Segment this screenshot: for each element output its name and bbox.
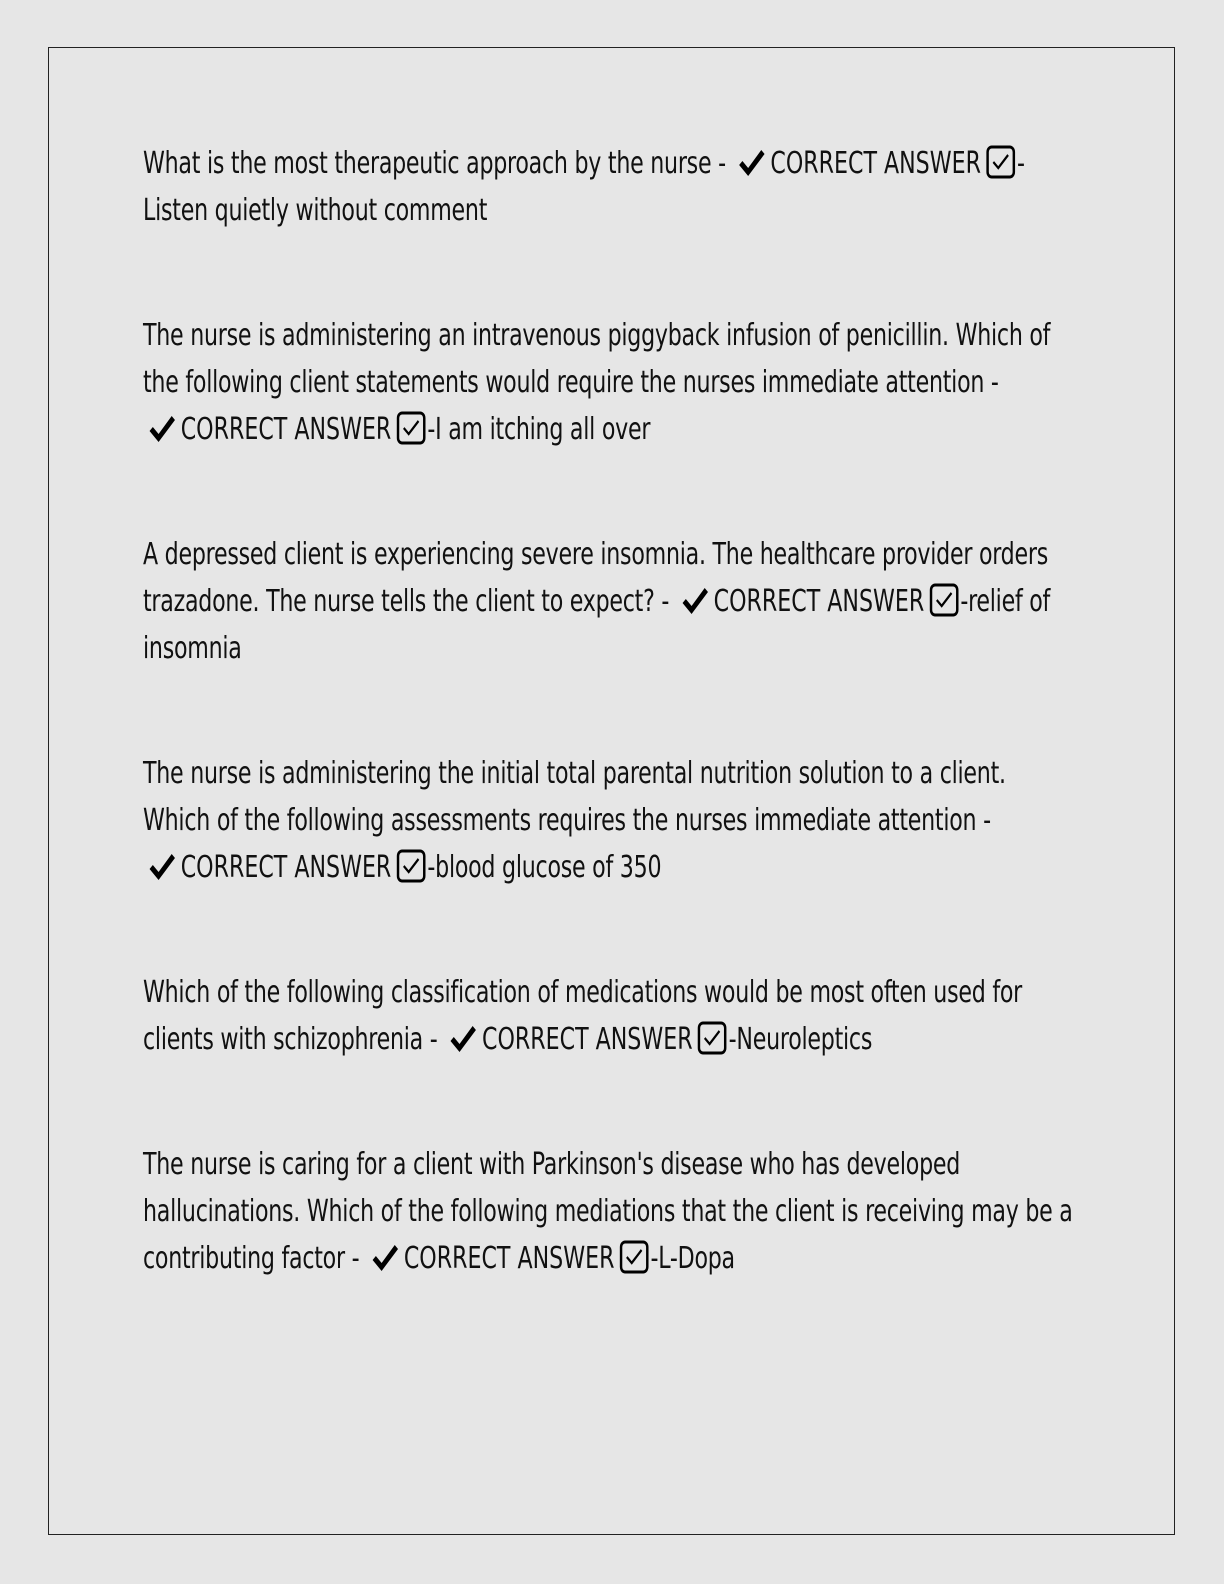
- answer-text: -L-Dopa: [650, 1241, 735, 1276]
- qa-item: [143, 140, 1078, 234]
- answer-text: -Neuroleptics: [728, 1022, 873, 1057]
- checked-box-icon: [396, 849, 426, 883]
- answer-text: -blood glucose of 350: [427, 850, 662, 885]
- qa-item: [143, 1141, 1078, 1282]
- heavy-check-mark-icon: [738, 148, 766, 178]
- answer-text: -relief of insomnia: [143, 584, 1051, 666]
- correct-answer-marker: [733, 146, 1017, 181]
- checked-box-icon: [698, 1021, 728, 1055]
- question-text: A depressed client is experiencing severe insomnia. The healthcare provider orders trazadone. The nurse tells the client to expect? -: [143, 537, 1048, 619]
- question-text: The nurse is administering an intravenous piggyback infusion of penicillin. Which of the following client statements would require the nurses immediate attention -: [143, 318, 1051, 400]
- correct-answer-marker: [143, 850, 427, 885]
- heavy-check-mark-icon: [371, 1243, 399, 1273]
- question-text: The nurse is administering the initial total parental nutrition solution to a client. Which of the following assessments requires the nurses immediate attention -: [143, 756, 1006, 838]
- checked-box-icon: [929, 583, 959, 617]
- checked-box-icon: [986, 145, 1016, 179]
- correct-answer-marker: [143, 412, 427, 447]
- heavy-check-mark-icon: [148, 414, 176, 444]
- heavy-check-mark-icon: [681, 586, 709, 616]
- heavy-check-mark-icon: [449, 1024, 477, 1054]
- correct-answer-marker: [444, 1022, 728, 1057]
- checked-box-icon: [396, 411, 426, 445]
- answer-text: -I am itching all over: [427, 412, 651, 447]
- question-text: What is the most therapeutic approach by the nurse -: [143, 146, 726, 181]
- answer-text: -Listen quietly without comment: [143, 146, 1025, 228]
- correct-answer-label: CORRECT ANSWER: [180, 412, 392, 447]
- correct-answer-marker: [366, 1241, 650, 1276]
- qa-item: [143, 312, 1078, 453]
- correct-answer-label: CORRECT ANSWER: [713, 584, 925, 619]
- qa-list: [143, 140, 1078, 1282]
- question-text: The nurse is caring for a client with Parkinson's disease who has developed hallucinations. Which of the following mediations that the client is receiving may be a contributing factor -: [143, 1147, 1073, 1276]
- qa-item: [143, 750, 1078, 891]
- correct-answer-label: CORRECT ANSWER: [180, 850, 392, 885]
- correct-answer-label: CORRECT ANSWER: [482, 1022, 693, 1057]
- qa-item: [143, 531, 1078, 672]
- question-text: Which of the following classification of medications would be most often used for clients with schizophrenia -: [143, 975, 1023, 1057]
- correct-answer-label: CORRECT ANSWER: [403, 1241, 615, 1276]
- checked-box-icon: [619, 1240, 649, 1274]
- heavy-check-mark-icon: [148, 852, 176, 882]
- correct-answer-marker: [676, 584, 960, 619]
- correct-answer-label: CORRECT ANSWER: [770, 146, 981, 181]
- qa-item: [143, 969, 1078, 1063]
